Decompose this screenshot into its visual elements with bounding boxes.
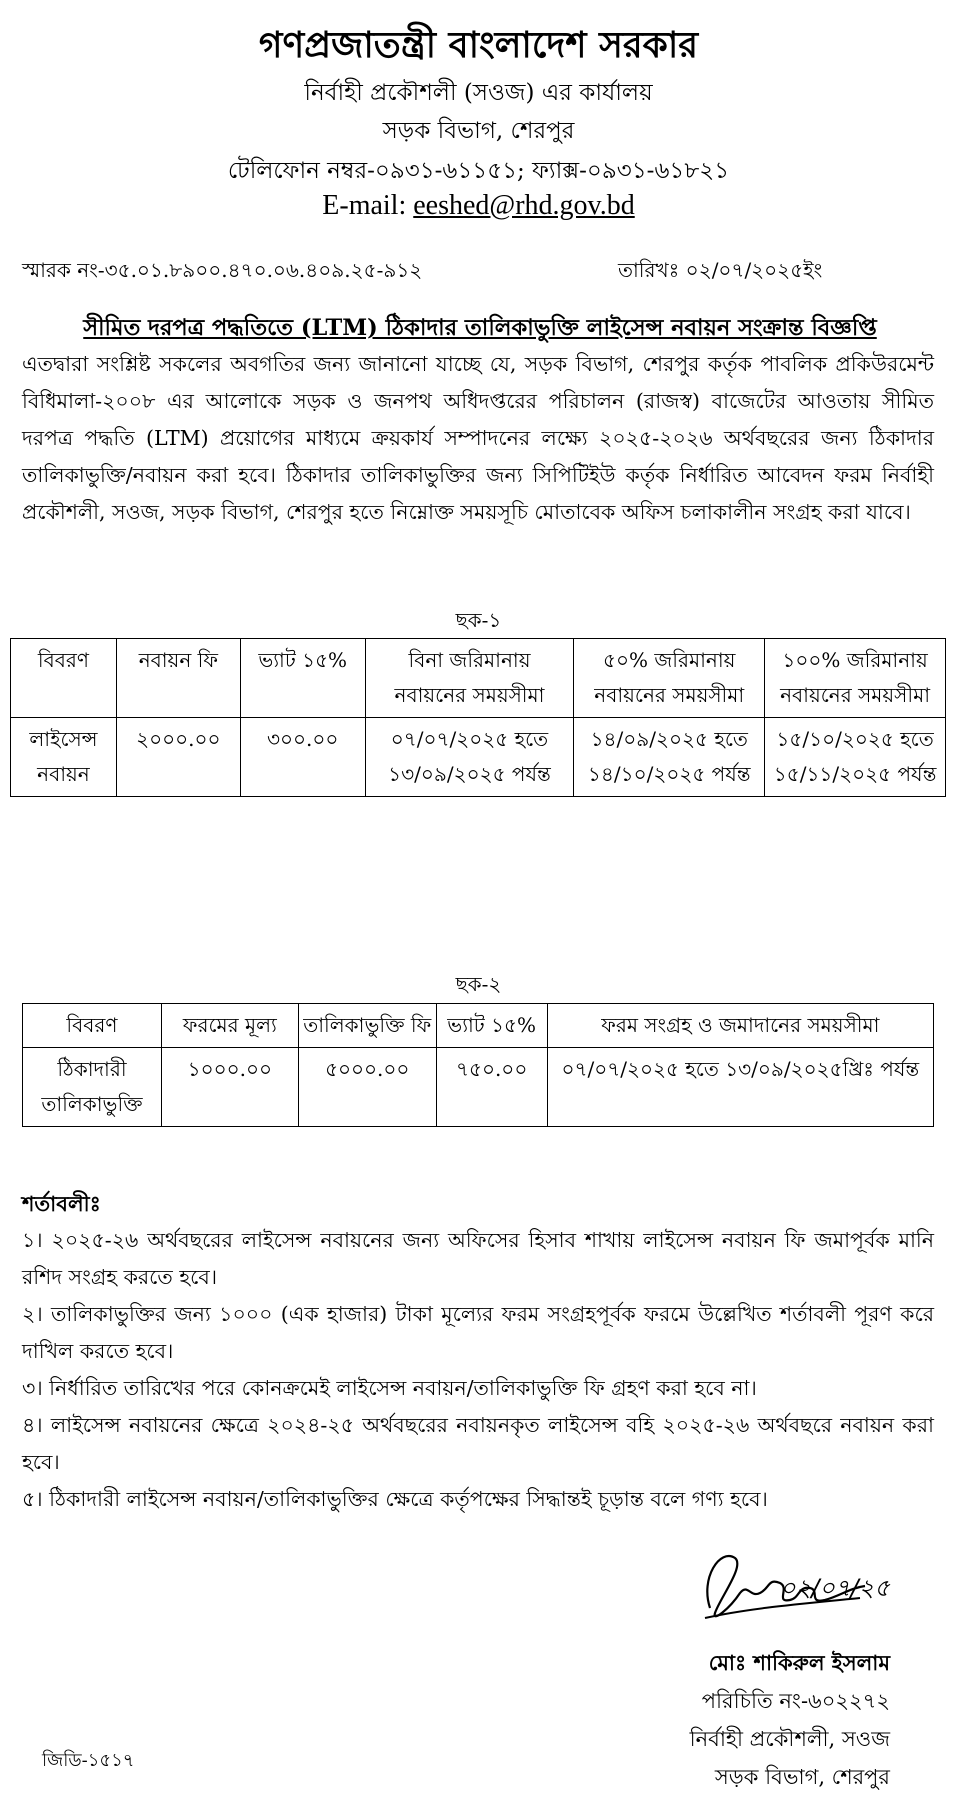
officer-block	[600, 1644, 890, 1796]
table-header-cell: ফরম সংগ্রহ ও জমাদানের সময়সীমা	[547, 1004, 933, 1048]
table-cell: ০৭/০৭/২০২৫ হতে ১৩/০৯/২০২৫ পর্যন্ত	[365, 718, 574, 797]
officer-name: মোঃ শাকিরুল ইসলাম	[708, 1650, 890, 1675]
table-header-cell: তালিকাভুক্তি ফি	[298, 1004, 436, 1048]
table-cell: ৫০০০.০০	[298, 1048, 436, 1127]
officer-id: পরিচিতি নং-৬০২২৭২	[701, 1689, 890, 1713]
officer-office: সড়ক বিভাগ, শেরপুর	[714, 1765, 890, 1789]
table-cell: ৩০০.০০	[240, 718, 365, 797]
gd-number: জিডি-১৫১৭	[42, 1750, 135, 1771]
table-cell: ঠিকাদারী তালিকাভুক্তি	[23, 1048, 162, 1127]
table-header-row	[23, 1004, 934, 1048]
table-header-cell: বিনা জরিমানায় নবায়নের সময়সীমা	[365, 639, 574, 718]
table-cell: ১০০০.০০	[161, 1048, 298, 1127]
email-label: E-mail:	[322, 190, 414, 221]
government-title: গণপ্রজাতন্ত্রী বাংলাদেশ সরকার	[258, 24, 699, 66]
memo-number: স্মারক নং-৩৫.০১.৮৯০০.৪৭০.০৬.৪০৯.২৫-৯১২	[22, 258, 423, 282]
memo-date: তারিখঃ ০২/০৭/২০২৫ইং	[618, 258, 823, 282]
email-link[interactable]: eeshed@rhd.gov.bd	[413, 190, 635, 221]
table-row	[23, 1048, 934, 1127]
table-header-cell: ভ্যাট ১৫%	[436, 1004, 547, 1048]
office-name: নির্বাহী প্রকৌশলী (সওজ) এর কার্যালয়	[304, 80, 653, 106]
contact-line: টেলিফোন নম্বর-০৯৩১-৬১১৫১; ফ্যাক্স-০৯৩১-৬১৮২১	[227, 158, 730, 184]
table-cell: লাইসেন্স নবায়ন	[11, 718, 117, 797]
table2-title: ছক-২	[455, 972, 502, 996]
table-cell: ১৪/০৯/২০২৫ হতে ১৪/১০/২০২৫ পর্যন্ত	[574, 718, 765, 797]
term-item: ২। তালিকাভুক্তির জন্য ১০০০ (এক হাজার) টাকা মূল্যের ফরম সংগ্রহপূর্বক ফরমে উল্লেখিত শর্তাবলী পূরণ করে দাখিল করতে হবে।	[22, 1302, 934, 1363]
table-header-cell: ভ্যাট ১৫%	[240, 639, 365, 718]
table-header-cell: বিবরণ	[11, 639, 117, 718]
table1-title: ছক-১	[455, 608, 502, 632]
table-header-cell: ৫০% জরিমানায় নবায়নের সময়সীমা	[574, 639, 765, 718]
table-cell: ০৭/০৭/২০২৫ হতে ১৩/০৯/২০২৫খ্রিঃ পর্যন্ত	[547, 1048, 933, 1127]
terms-list	[22, 1222, 934, 1518]
table-cell: ২০০০.০০	[116, 718, 240, 797]
table-header-row	[11, 639, 946, 718]
term-item: ৪। লাইসেন্স নবায়নের ক্ষেত্রে ২০২৪-২৫ অর্থবছরের নবায়নকৃত লাইসেন্স বহি ২০২৫-২৬ অর্থবছরে নবায়ন করা হবে।	[22, 1413, 934, 1474]
table-cell: ৭৫০.০০	[436, 1048, 547, 1127]
term-item: ৫। ঠিকাদারী লাইসেন্স নবায়ন/তালিকাভুক্তির ক্ষেত্রে কর্তৃপক্ষের সিদ্ধান্তই চূড়ান্ত বলে গণ্য হবে।	[22, 1487, 768, 1511]
table-header-cell: ফরমের মূল্য	[161, 1004, 298, 1048]
table-header-cell: নবায়ন ফি	[116, 639, 240, 718]
officer-designation: নির্বাহী প্রকৌশলী, সওজ	[689, 1727, 890, 1751]
email-line	[0, 190, 957, 222]
term-item: ১। ২০২৫-২৬ অর্থবছরের লাইসেন্স নবায়নের জন্য অফিসের হিসাব শাখায় লাইসেন্স নবায়ন ফি জমাপূর্বক মানি রশিদ সংগ্রহ করতে হবে।	[22, 1228, 934, 1289]
enlistment-table	[22, 1003, 934, 1127]
table-row	[11, 718, 946, 797]
table-header-cell: ১০০% জরিমানায় নবায়নের সময়সীমা	[765, 639, 946, 718]
signature-date: ০২/০৭/২৫	[780, 1574, 890, 1602]
division-name: সড়ক বিভাগ, শেরপুর	[382, 118, 575, 144]
table-header-cell: বিবরণ	[23, 1004, 162, 1048]
notice-body: এতদ্বারা সংশ্লিষ্ট সকলের অবগতির জন্য জানানো যাচ্ছে যে, সড়ক বিভাগ, শেরপুর কর্তৃক পাবলিক প্রকিউরমেন্ট বিধিমালা-২০০৮ এর আলোকে সড়ক ও জনপথ অধিদপ্তরের পরিচালন (রাজস্ব) বাজেটের আওতায় সীমিত দরপত্র পদ্ধতি (LTM) প্রয়োগের মাধ্যমে ক্রয়কার্য সম্পাদনের লক্ষ্যে ২০২৫-২০২৬ অর্থবছরের জন্য ঠিকাদার তালিকাভুক্তি/নবায়ন করা হবে। ঠিকাদার তালিকাভুক্তির জন্য সিপিটিইউ কর্তৃক নির্ধারিত আবেদন ফরম নির্বাহী প্রকৌশলী, সওজ, সড়ক বিভাগ, শেরপুর হতে নিম্নোক্ত সময়সূচি মোতাবেক অফিস চলাকালীন সংগ্রহ করা যাবে।	[22, 352, 934, 524]
terms-title: শর্তাবলীঃ	[22, 1191, 101, 1216]
notice-subject: সীমিত দরপত্র পদ্ধতিতে (LTM) ঠিকাদার তালিকাভুক্তি লাইসেন্স নবায়ন সংক্রান্ত বিজ্ঞপ্তি	[83, 315, 877, 341]
term-item: ৩। নির্ধারিত তারিখের পরে কোনক্রমেই লাইসেন্স নবায়ন/তালিকাভুক্তি ফি গ্রহণ করা হবে না।	[22, 1376, 757, 1400]
renewal-table	[10, 638, 946, 797]
table-cell: ১৫/১০/২০২৫ হতে ১৫/১১/২০২৫ পর্যন্ত	[765, 718, 946, 797]
